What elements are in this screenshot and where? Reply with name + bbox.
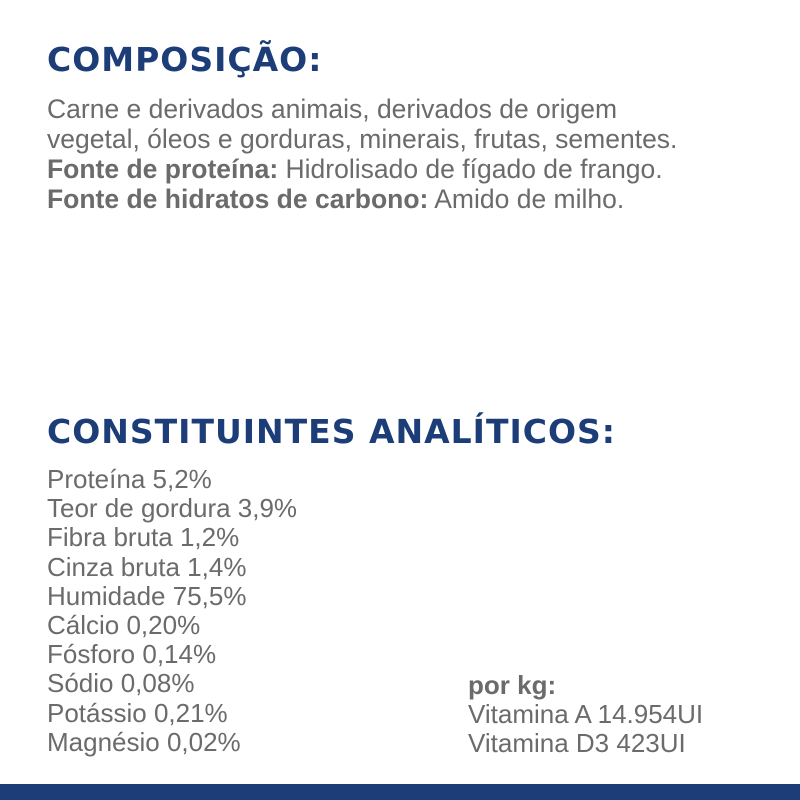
analytical-list	[47, 465, 297, 757]
protein-source-line	[47, 154, 787, 184]
vitamin-a-row: Vitamina A 14.954UI	[468, 699, 704, 730]
list-item: Fósforo 0,14%	[47, 639, 217, 670]
composition-line-1: Carne e derivados animais, derivados de origem	[47, 94, 618, 124]
protein-source-value: Hidrolisado de fígado de frango.	[278, 154, 663, 184]
composition-heading: COMPOSIÇÃO:	[47, 40, 323, 79]
list-item: Magnésio 0,02%	[47, 726, 241, 757]
list-item: Sódio 0,08%	[47, 668, 195, 699]
composition-line-2: vegetal, óleos e gorduras, minerais, frutas, sementes.	[47, 124, 678, 154]
protein-source-label: Fonte de proteína:	[47, 154, 279, 184]
list-item: Cálcio 0,20%	[47, 610, 201, 641]
carb-source-value: Amido de milho.	[428, 184, 625, 214]
list-item: Cinza bruta 1,4%	[47, 551, 247, 582]
carb-source-line	[47, 184, 787, 214]
vitamin-d3-row: Vitamina D3 423UI	[468, 728, 686, 759]
carb-source-label: Fonte de hidratos de carbono:	[47, 184, 429, 214]
list-item: Potássio 0,21%	[47, 697, 228, 728]
list-item: Teor de gordura 3,9%	[47, 493, 298, 524]
per-kg-label: por kg:	[468, 670, 557, 700]
vitamins-block	[468, 671, 703, 759]
list-item: Fibra bruta 1,2%	[47, 522, 240, 553]
composition-text	[47, 94, 787, 214]
list-item: Proteína 5,2%	[47, 464, 212, 494]
analytical-heading: CONSTITUINTES ANALÍTICOS:	[47, 412, 616, 451]
list-item: Humidade 75,5%	[47, 580, 247, 611]
bottom-bar	[0, 784, 800, 800]
